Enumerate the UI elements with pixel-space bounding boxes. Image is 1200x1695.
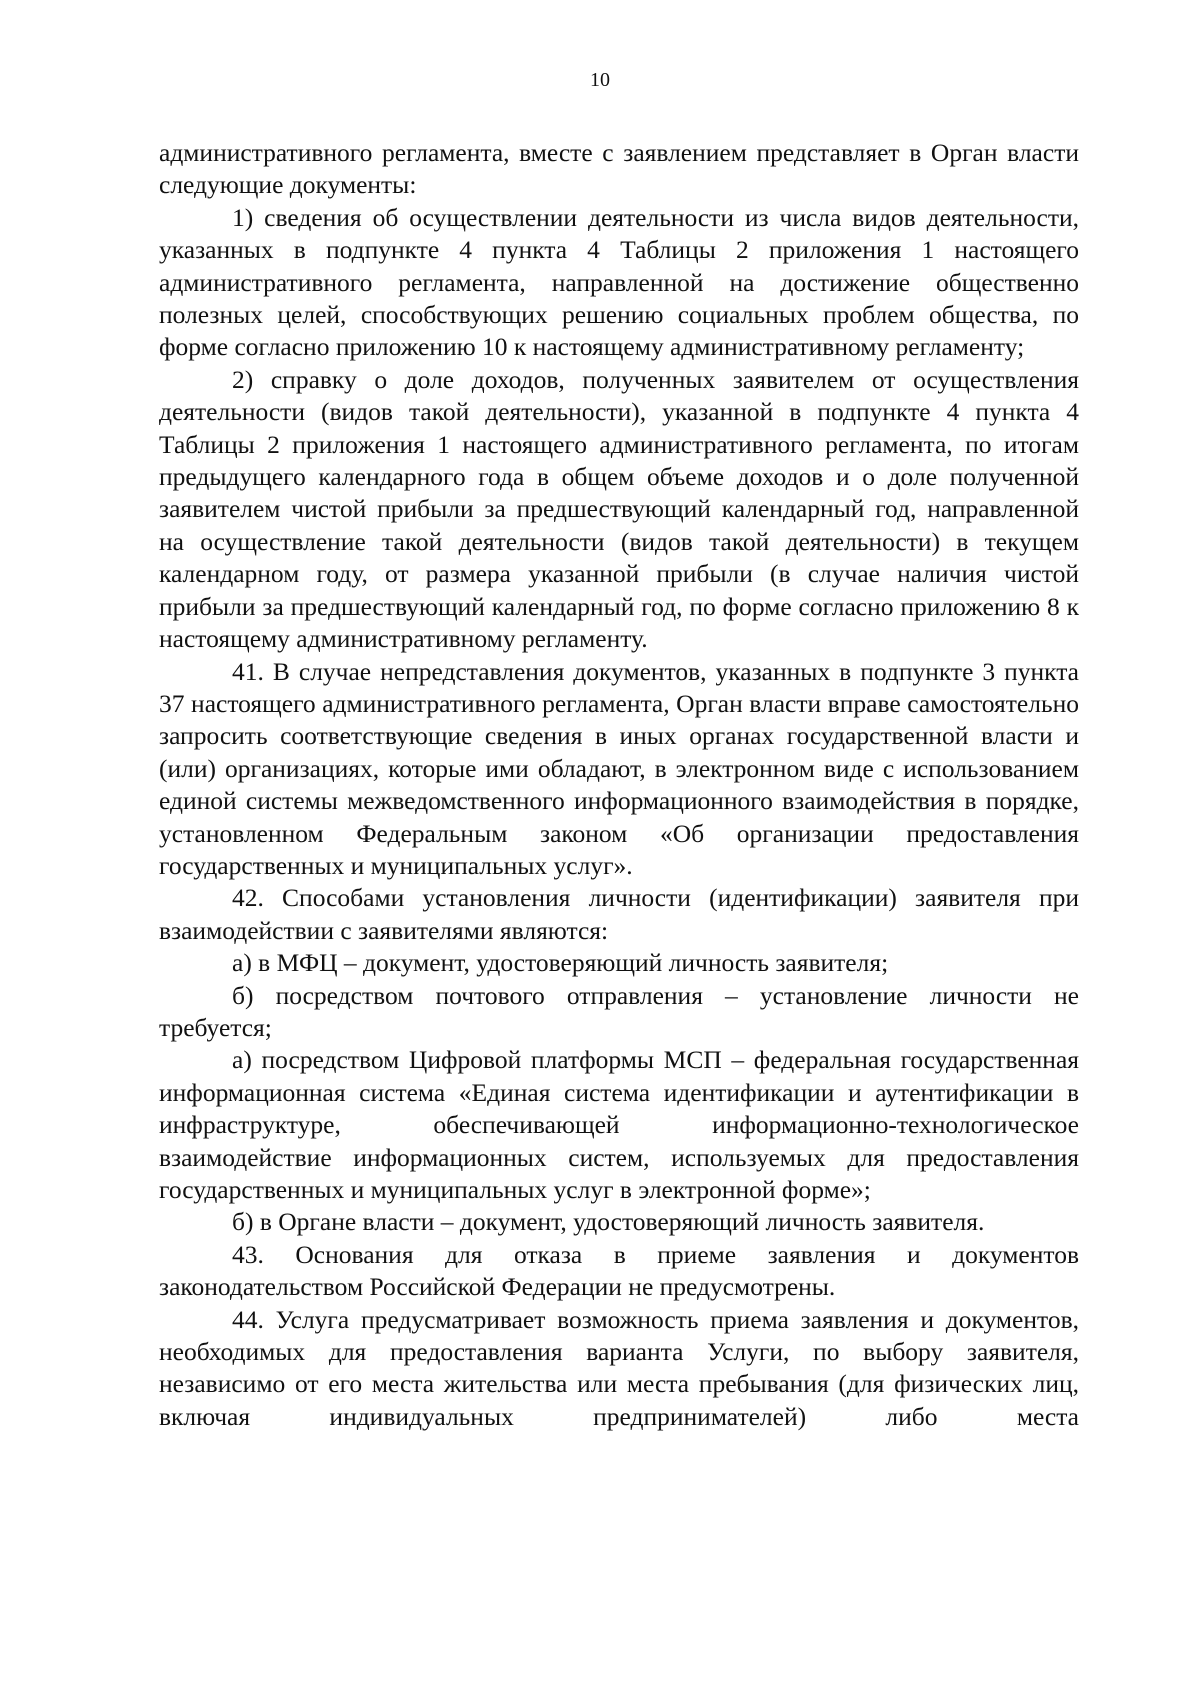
paragraph: а) посредством Цифровой платформы МСП – федеральная государственная информационная система «Единая система идентификации и аутентификации в инфраструктуре, обеспечивающей информационно-технологическое взаимодействие информационных систем, используемых для предоставления государственных и муниципальных услуг в электронной форме»; [159, 1045, 1079, 1204]
paragraph: а) в МФЦ – документ, удостоверяющий личность заявителя; [232, 948, 889, 978]
page-number: 10 [590, 69, 610, 91]
paragraph: 2) справку о доле доходов, полученных заявителем от осуществления деятельности (видов такой деятельности), указанной в подпункте 4 пункта 4 Таблицы 2 приложения 1 настоящего административного регламента, по итогам предыдущего календарного года в общем объеме доходов и о доле полученной заявителем чистой прибыли за предшествующий календарный год, направленной на осуществление такой деятельности (видов такой деятельности) в текущем календарном году, от размера указанной прибыли (в случае наличия чистой прибыли за предшествующий календарный год, по форме согласно приложению 8 к настоящему административному регламенту. [159, 364, 1079, 654]
paragraph: 41. В случае непредставления документов, указанных в подпункте 3 пункта 37 настоящего административного регламента, Орган власти вправе самостоятельно запросить соответствующие сведения в иных органах государственной власти и (или) организациях, которые ими обладают, в электронном виде с использованием единой системы межведомственного информационного взаимодействия в порядке, установленном Федеральным законом «Об организации предоставления государственных и муниципальных услуг». [159, 656, 1079, 880]
paragraph: б) посредством почтового отправления – установление личности не требуется; [159, 980, 1079, 1042]
paragraph: административного регламента, вместе с заявлением представляет в Орган власти следующие документы: [159, 138, 1079, 200]
paragraph: б) в Органе власти – документ, удостоверяющий личность заявителя. [232, 1207, 985, 1237]
paragraph: 1) сведения об осуществлении деятельности из числа видов деятельности, указанных в подпункте 4 пункта 4 Таблицы 2 приложения 1 настоящего административного регламента, направленной на достижение общественно полезных целей, способствующих решению социальных проблем общества, по форме согласно приложению 10 к настоящему административному регламенту; [159, 202, 1079, 362]
document-body [159, 137, 1079, 1433]
paragraph: 43. Основания для отказа в приеме заявления и документов законодательством Российской Федерации не предусмотрены. [159, 1239, 1079, 1302]
paragraph: 42. Способами установления личности (идентификации) заявителя при взаимодействии с заявителями являются: [159, 883, 1079, 945]
paragraph: 44. Услуга предусматривает возможность приема заявления и документов, необходимых для предоставления варианта Услуги, по выбору заявителя, независимо от его места жительства или места пребывания (для физических лиц, включая индивидуальных предпринимателей) либо места [159, 1304, 1079, 1431]
